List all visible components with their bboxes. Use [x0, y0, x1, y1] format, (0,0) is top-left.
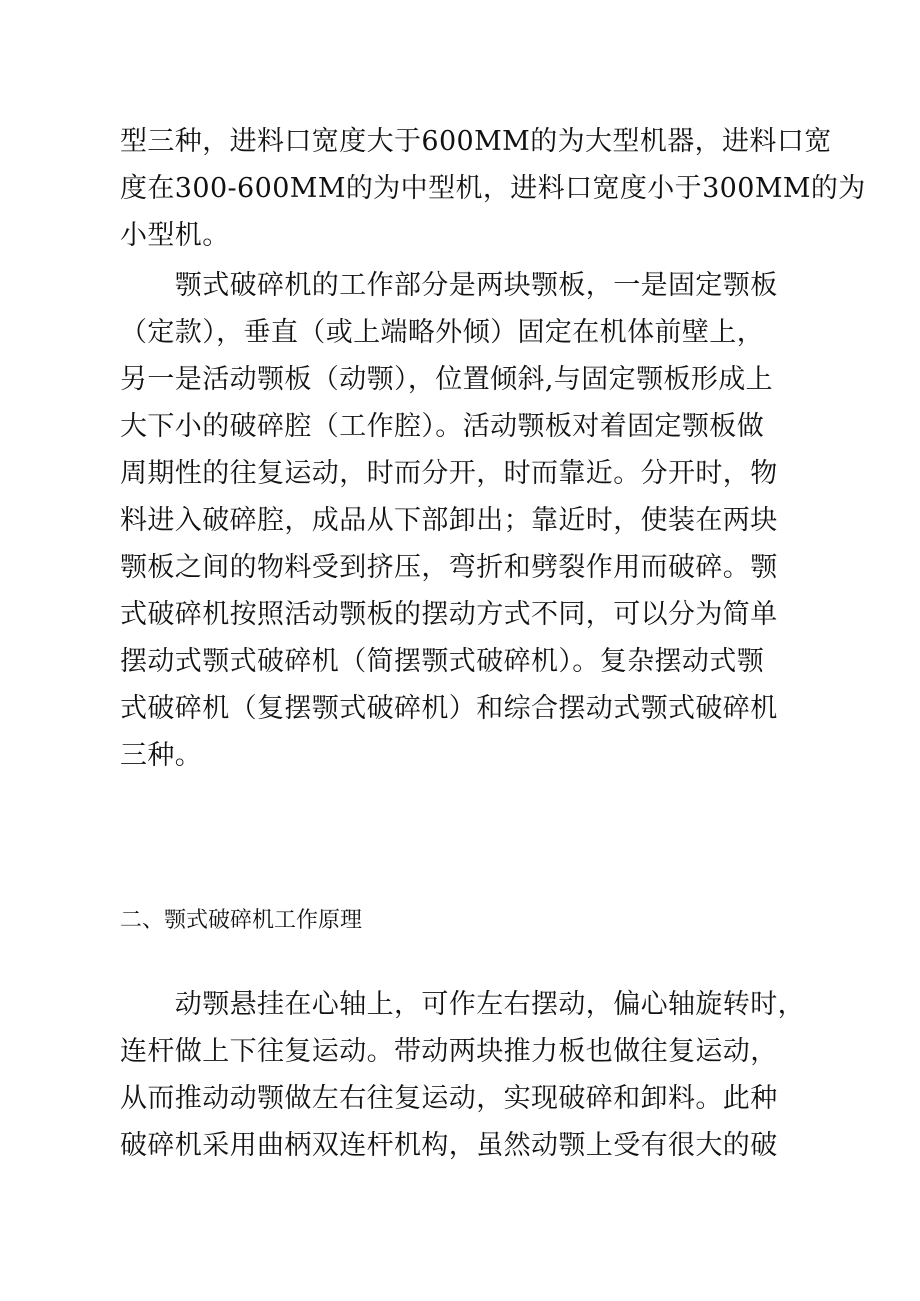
- paragraph-classification: [120, 118, 866, 259]
- text-line: 另一是活动颚板（动颚），位置倾斜,与固定颚板形成上: [120, 364, 774, 395]
- text-line: 颚板之间的物料受到挤压，弯折和劈裂作用而破碎。颚: [120, 552, 778, 583]
- paragraph-working-principle: [120, 981, 810, 1169]
- text-line: 周期性的往复运动，时而分开，时而靠近。分开时，物: [120, 458, 778, 489]
- text-line: 料进入破碎腔，成品从下部卸出；靠近时，使装在两块: [120, 505, 778, 536]
- text-line: 从而推动动颚做左右往复运动，实现破碎和卸料。此种: [120, 1083, 778, 1114]
- text-line: 大下小的破碎腔（工作腔）。活动颚板对着固定颚板做: [120, 411, 765, 442]
- section-heading: 二、颚式破碎机工作原理: [120, 908, 363, 933]
- text-line: 式破碎机按照活动颚板的摆动方式不同，可以分为简单: [120, 599, 778, 630]
- text-line: 三种。: [120, 740, 203, 771]
- text-line: 动颚悬挂在心轴上，可作左右摆动，偏心轴旋转时，: [120, 989, 805, 1020]
- text-line: 型三种，进料口宽度大于600MM的为大型机器，进料口宽: [120, 126, 832, 157]
- text-line: （定款），垂直（或上端略外倾）固定在机体前壁上，: [120, 317, 765, 348]
- text-line: 摆动式颚式破碎机（简摆颚式破碎机）。复杂摆动式颚: [120, 646, 765, 677]
- text-line: 式破碎机（复摆颚式破碎机）和综合摆动式颚式破碎机: [120, 693, 778, 724]
- paragraph-jaw-structure: [120, 262, 810, 779]
- text-line: 破碎机采用曲柄双连杆机构，虽然动颚上受有很大的破: [120, 1130, 778, 1161]
- text-line: 颚式破碎机的工作部分是两块颚板，一是固定颚板: [120, 270, 778, 301]
- text-line: 小型机。: [120, 220, 230, 251]
- text-line: 度在300-600MM的为中型机，进料口宽度小于300MM的为: [120, 173, 866, 204]
- text-line: 连杆做上下往复运动。带动两块推力板也做往复运动，: [120, 1036, 778, 1067]
